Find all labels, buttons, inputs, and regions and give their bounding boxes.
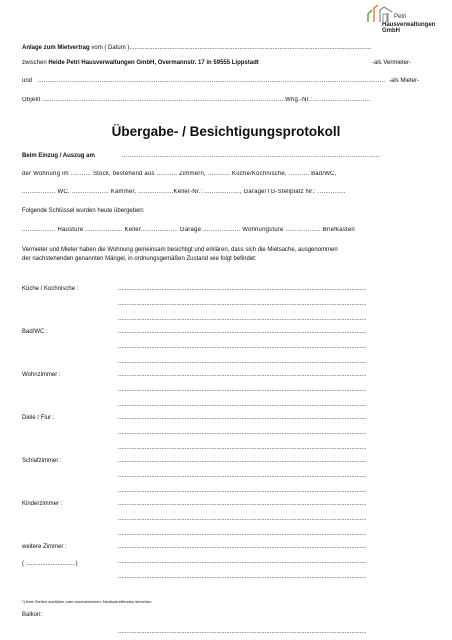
- landlord-suffix: -als Vermieter-: [372, 60, 412, 66]
- and-label: und: [22, 78, 33, 84]
- room-sub-label: ( ..............................): [22, 561, 78, 567]
- logo-company: Hausverwaltungen GmbH: [382, 22, 436, 34]
- move-line: [22, 153, 95, 160]
- company-logo: [366, 4, 446, 32]
- landlord-line: [22, 60, 259, 67]
- landlord-name: Heide Petri Hausverwaltungen GmbH, Overmannstr. 17 in 59555 Lippstadt: [48, 60, 259, 66]
- room-notes-line[interactable]: .....................................................................................................................................................: [118, 344, 367, 350]
- room-label: Wohnzimmer :: [22, 372, 61, 378]
- room-notes-line[interactable]: .....................................................................................................................................................: [118, 559, 367, 565]
- tenant-field: ..........................................................................................................................................................................................: [38, 78, 386, 84]
- between-prefix: zwischen: [22, 60, 49, 66]
- room-notes-line[interactable]: .....................................................................................................................................................: [118, 430, 367, 436]
- rooms-line: .................. WC, .................... Kammer, ...................Keller-Nr.: ..................., Garage/TG-Stellplatz Nr.: ...............: [22, 189, 346, 195]
- room-notes-line[interactable]: .....................................................................................................................................................: [118, 415, 367, 421]
- tenant-suffix: -als Mieter-: [389, 78, 420, 84]
- room-notes-line[interactable]: .....................................................................................................................................................: [118, 445, 367, 451]
- contract-date-field: vom ( Datum ).................................................................................................................................................: [89, 45, 372, 51]
- room-notes-line[interactable]: .....................................................................................................................................................: [118, 301, 367, 307]
- keys-intro: Folgende Schlüssel wurden heute übergeben:: [22, 208, 145, 214]
- room-label: Schlafzimmer :: [22, 458, 62, 464]
- footnote: *) freie Stellen ausfüllen oder durchstreichen; Nichtzutreffendes streichen: [22, 599, 152, 604]
- room-notes-line[interactable]: .....................................................................................................................................................: [118, 473, 367, 479]
- room-notes-line[interactable]: .....................................................................................................................................................: [118, 286, 367, 292]
- room-notes-line[interactable]: .....................................................................................................................................................: [118, 531, 367, 537]
- house-logo-icon: [366, 4, 396, 24]
- room-notes-line[interactable]: .....................................................................................................................................................: [118, 329, 367, 335]
- room-label: Diele / Flur :: [22, 415, 55, 421]
- page-title: Übergabe- / Besichtigungsprotokoll: [111, 124, 341, 139]
- room-notes-line[interactable]: .....................................................................................................................................................: [118, 387, 367, 393]
- move-date-field: ..........................................................................................................................................: [122, 153, 380, 159]
- room-label: weitere Zimmer :: [22, 544, 67, 550]
- agreement-line-2: der nachstehenden genannten Mängel, in ordnungsgemäßen Zustand wie folgt befindet:: [22, 256, 257, 262]
- contract-label: Anlage zum Mietvertrag: [22, 45, 90, 51]
- balcony-label: Balkon:: [22, 612, 43, 618]
- agreement-line-1: Vermieter und Mieter haben die Wohnung gemeinsam besichtigt und erklären, dass sich die Mietsache, ausgenommen: [22, 247, 338, 253]
- room-notes-line[interactable]: .....................................................................................................................................................: [118, 488, 367, 494]
- room-notes-line[interactable]: .....................................................................................................................................................: [118, 574, 367, 580]
- logo-name: Petri: [394, 14, 407, 20]
- apartment-line: der Wohnung im ........... Stock, bestehend aus ........... Zimmern, ............ Küche/Kochnische, ........... Bad/WC,: [22, 171, 337, 177]
- room-notes-line[interactable]: .....................................................................................................................................................: [118, 402, 367, 408]
- room-notes-line[interactable]: .....................................................................................................................................................: [118, 372, 367, 378]
- balcony-line: .....................................................................................................................................................: [118, 629, 367, 635]
- room-notes-line[interactable]: .....................................................................................................................................................: [118, 458, 367, 464]
- room-notes-line[interactable]: .....................................................................................................................................................: [118, 359, 367, 365]
- object-line: Objekt ..................................................................................................................................Whg.-Nr.:...............................: [22, 97, 371, 103]
- room-notes-line[interactable]: .....................................................................................................................................................: [118, 516, 367, 522]
- keys-line: .................. Haustüre .................... Keller.................... Garage .................... Wohnungstüre ................... Briefkasten: [22, 227, 355, 233]
- room-label: Bad/WC :: [22, 329, 48, 335]
- move-label: Beim Einzug / Auszug am: [22, 153, 95, 159]
- contract-line: [22, 45, 371, 52]
- room-notes-line[interactable]: .....................................................................................................................................................: [118, 544, 367, 550]
- room-label: Küche / Kochnische :: [22, 286, 79, 292]
- room-notes-line[interactable]: .....................................................................................................................................................: [118, 501, 367, 507]
- room-label: Kinderzimmer :: [22, 501, 63, 507]
- room-notes-line[interactable]: .....................................................................................................................................................: [118, 316, 367, 322]
